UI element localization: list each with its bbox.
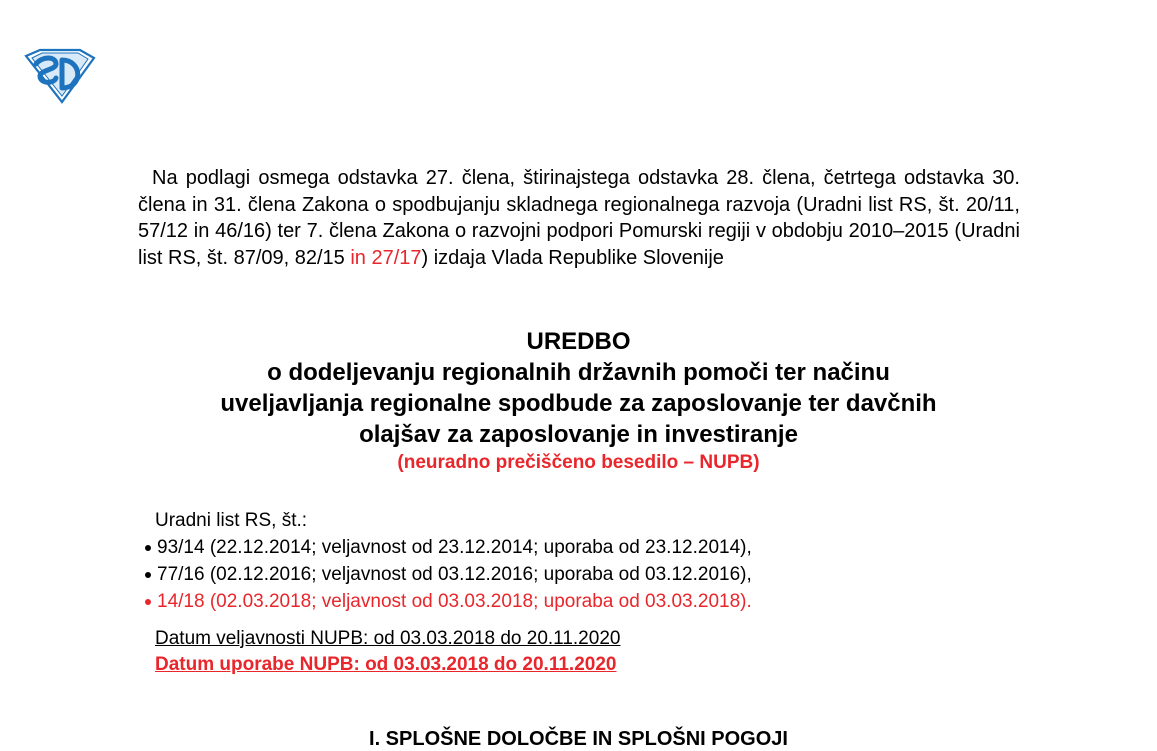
intro-text: Na podlagi osmega odstavka 27. člena, štirinajstega odstavka 28. člena, četrtega odstavka 30. člena in 31. člena Zakona o spodbujanju skladnega regionalnega razvoja (Uradni list RS, št. 20/11, 57/12 in 46/16) ter 7. člena Zakona o razvojni podpori Pomurski regiji v obdobju 2010–2015 (Uradni list RS, št. 87/09, 82/15: [138, 167, 1020, 269]
bullet-icon: [145, 599, 151, 605]
gazette-list: [155, 534, 752, 615]
validity-date: Datum veljavnosti NUPB: od 03.03.2018 do 20.11.2020: [155, 628, 621, 649]
gazette-item-text: 93/14 (22.12.2014; veljavnost od 23.12.2014; uporaba od 23.12.2014),: [157, 537, 752, 558]
gazette-item: [147, 534, 752, 561]
gazette-item: [147, 561, 752, 588]
gazette-references: [155, 507, 752, 615]
bullet-icon: [145, 572, 151, 578]
gazette-label: Uradni list RS, št.:: [155, 510, 308, 531]
title-line-3: olajšav za zaposlovanje in investiranje: [359, 421, 798, 448]
chapter-heading: I. SPLOŠNE DOLOČBE IN SPLOŠNI POGOJI: [369, 728, 788, 750]
intro-amendment-text: in 27/17: [350, 246, 422, 269]
gazette-item: [147, 588, 752, 615]
title-heading: UREDBO: [526, 328, 631, 355]
gazette-item-text: 77/16 (02.12.2016; veljavnost od 03.12.2016; uporaba od 03.12.2016),: [157, 564, 752, 585]
title-line-2: uveljavljanja regionalne spodbude za zaposlovanje ter davčnih: [220, 390, 937, 417]
intro-tail-text: ) izdaja Vlada Republike Slovenije: [421, 246, 724, 269]
title-line-1: o dodeljevanju regionalnih državnih pomoči ter načinu: [267, 359, 890, 386]
nupb-dates: [155, 626, 620, 678]
application-date: Datum uporabe NUPB: od 03.03.2018 do 20.11.2020: [155, 654, 617, 675]
sd-shield-logo-icon: [22, 48, 96, 104]
decree-title: [0, 326, 1157, 476]
title-subtitle: (neuradno prečiščeno besedilo – NUPB): [397, 452, 760, 473]
intro-paragraph: [138, 165, 1020, 271]
gazette-item-text: 14/18 (02.03.2018; veljavnost od 03.03.2018; uporaba od 03.03.2018).: [157, 591, 752, 612]
bullet-icon: [145, 545, 151, 551]
